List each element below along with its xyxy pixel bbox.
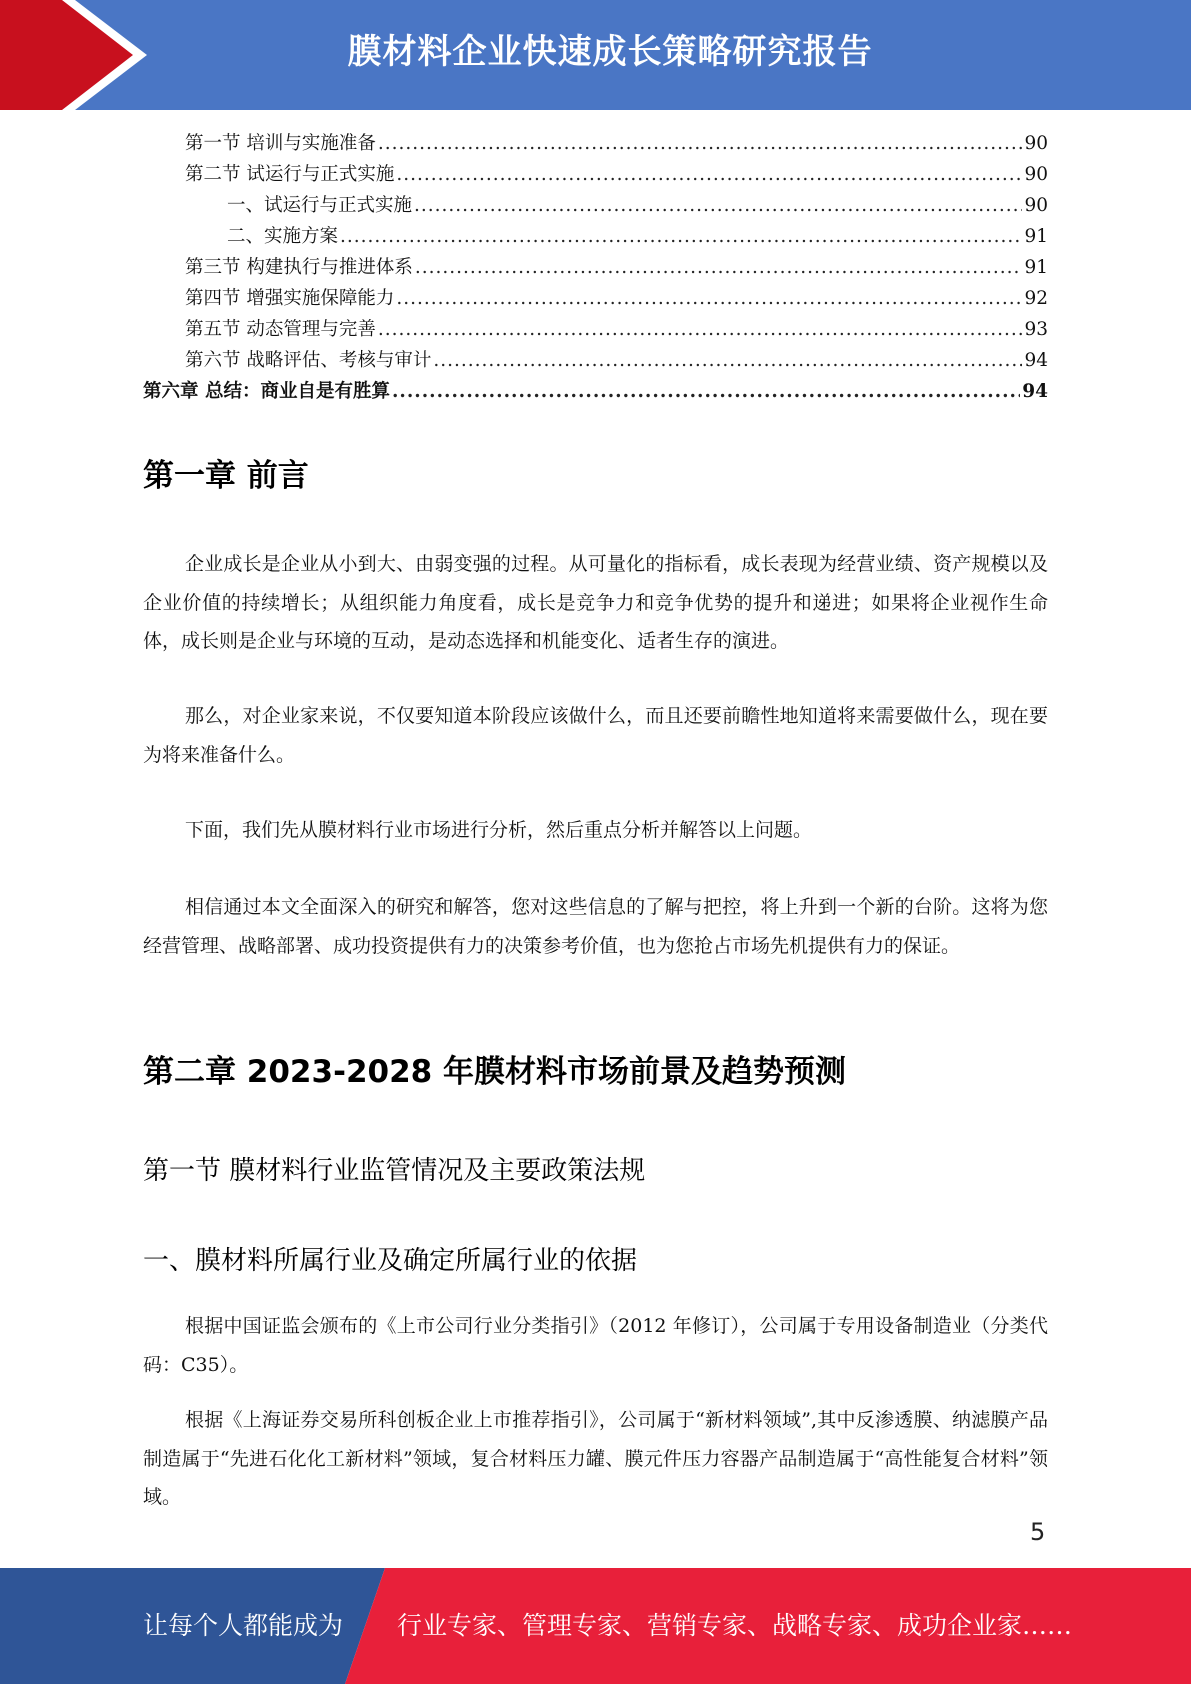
toc-leader-dots [392, 376, 1020, 407]
toc-entry-page: 93 [1024, 319, 1048, 340]
toc-entry-page: 90 [1024, 195, 1048, 216]
report-title: 膜材料企业快速成长策略研究报告 [347, 32, 873, 72]
toc-leader-dots [414, 190, 1022, 221]
toc-entry[interactable] [143, 314, 1048, 345]
toc-leader-dots [396, 283, 1022, 314]
body-paragraph: 根据《上海证券交易所科创板企业上市推荐指引》，公司属于“新材料领域”,其中反渗透膜、纳滤膜产品制造属于“先进石化化工新材料”领域，复合材料压力罐、膜元件压力容器产品制造属于“高性能复合材料”领域。 [143, 1409, 1048, 1508]
toc-entry-page: 91 [1024, 226, 1048, 247]
toc-leader-dots [433, 345, 1022, 376]
body-paragraph: 相信通过本文全面深入的研究和解答，您对这些信息的了解与把控，将上升到一个新的台阶。这将为您经营管理、战略部署、成功投资提供有力的决策参考价值，也为您抢占市场先机提供有力的保证。 [143, 896, 1048, 957]
header-arrow-decoration [0, 0, 150, 110]
report-header [0, 0, 1191, 110]
toc-entry-label: 第三节 构建执行与推进体系 [185, 257, 413, 278]
toc-entry-label: 第五节 动态管理与完善 [185, 319, 376, 340]
toc-entry-page: 94 [1024, 350, 1048, 371]
toc-entry-page: 90 [1024, 133, 1048, 154]
page-number: 5 [1030, 1518, 1046, 1546]
toc-entry-label: 第二节 试运行与正式实施 [185, 164, 395, 185]
toc-entry-page: 91 [1024, 257, 1048, 278]
toc-entry-page: 90 [1024, 164, 1048, 185]
toc-entry-page: 94 [1022, 381, 1048, 402]
toc-leader-dots [396, 159, 1022, 190]
footer-slogan-left: 让每个人都能成为 [143, 1611, 344, 1640]
toc-entry-label: 第六章 总结：商业自是有胜算 [143, 381, 390, 402]
body-paragraph: 那么，对企业家来说，不仅要知道本阶段应该做什么，而且还要前瞻性地知道将来需要做什么，现在要为将来准备什么。 [143, 705, 1048, 766]
body-paragraph: 企业成长是企业从小到大、由弱变强的过程。从可量化的指标看，成长表现为经营业绩、资产规模以及企业价值的持续增长；从组织能力角度看，成长是竞争力和竞争优势的提升和递进；如果将企业视作生命体，成长则是企业与环境的互动，是动态选择和机能变化、适者生存的演进。 [143, 553, 1048, 652]
chapter-heading: 第一章 前言 [143, 458, 309, 494]
toc-leader-dots [415, 252, 1023, 283]
toc-entry[interactable] [143, 283, 1048, 314]
toc-entry-label: 二、实施方案 [227, 226, 339, 247]
body-paragraph: 下面，我们先从膜材料行业市场进行分析，然后重点分析并解答以上问题。 [185, 819, 813, 841]
toc-entry[interactable] [143, 376, 1048, 407]
toc-entry[interactable] [143, 128, 1048, 159]
subsection-heading: 一、膜材料所属行业及确定所属行业的依据 [143, 1246, 638, 1276]
section-heading: 第一节 膜材料行业监管情况及主要政策法规 [143, 1156, 646, 1186]
report-footer [0, 1568, 1191, 1684]
toc-leader-dots [378, 314, 1023, 345]
toc-entry-page: 92 [1024, 288, 1048, 309]
footer-slogan-right: 行业专家、管理专家、营销专家、战略专家、成功企业家…… [397, 1611, 1073, 1640]
chapter-heading: 第二章 2023-2028 年膜材料市场前景及趋势预测 [143, 1054, 847, 1090]
toc-entry-label: 第四节 增强实施保障能力 [185, 288, 395, 309]
table-of-contents [143, 128, 1048, 407]
body-paragraph: 根据中国证监会颁布的《上市公司行业分类指引》（2012 年修订），公司属于专用设备制造业（分类代码：C35）。 [143, 1315, 1048, 1376]
toc-entry-label: 第一节 培训与实施准备 [185, 133, 376, 154]
toc-entry[interactable] [143, 345, 1048, 376]
toc-entry[interactable] [143, 190, 1048, 221]
toc-entry[interactable] [143, 252, 1048, 283]
toc-entry-label: 一、试运行与正式实施 [227, 195, 413, 216]
toc-leader-dots [378, 128, 1023, 159]
toc-leader-dots [340, 221, 1022, 252]
toc-entry[interactable] [143, 159, 1048, 190]
toc-entry[interactable] [143, 221, 1048, 252]
toc-entry-label: 第六节 战略评估、考核与审计 [185, 350, 432, 371]
